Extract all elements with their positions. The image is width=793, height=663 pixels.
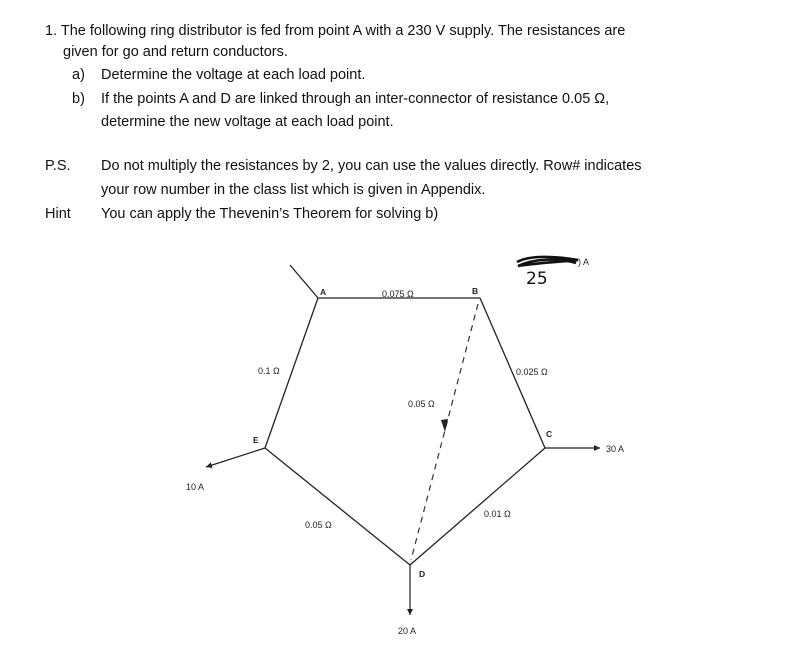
node-label-b: B	[472, 286, 479, 296]
node-label-a: A	[320, 287, 327, 297]
handwritten-value: 25	[526, 269, 548, 289]
part-b-line-1: If the points A and D are linked through an inter-connector of resistance 0.05 Ω,	[101, 91, 610, 107]
load-label-e: 10 A	[186, 482, 205, 492]
resistance-ea: 0.1 Ω	[258, 366, 280, 376]
question-line-2: given for go and return conductors.	[63, 44, 288, 60]
part-b-label: b)	[72, 91, 85, 107]
supply-feed-line	[290, 265, 318, 298]
node-label-e: E	[253, 435, 259, 445]
scribble-mark	[517, 257, 578, 266]
load-label-d: 20 A	[398, 626, 417, 636]
resistance-ab: 0.075 Ω	[382, 289, 414, 299]
conductor-cd	[410, 448, 545, 565]
hint-label: Hint	[45, 206, 71, 222]
node-label-c: C	[546, 429, 553, 439]
question-line-1: The following ring distributor is fed from point A with a 230 V supply. The resistances are	[60, 23, 626, 39]
part-a-label: a)	[72, 67, 85, 83]
part-b-line-2: determine the new voltage at each load point.	[101, 114, 394, 130]
conductor-de	[265, 448, 410, 565]
scribbled-suffix: ) A	[578, 257, 590, 267]
ps-line-1: Do not multiply the resistances by 2, you can use the values directly. Row# indicates	[101, 158, 642, 174]
question-number: 1.	[45, 23, 58, 39]
resistance-de: 0.05 Ω	[305, 520, 332, 530]
load-label-c: 30 A	[606, 444, 625, 454]
interconnector-arrow-icon	[441, 419, 448, 432]
interconnector-dashed	[411, 304, 478, 560]
part-a-text: Determine the voltage at each load point.	[101, 67, 366, 83]
resistance-bc: 0.025 Ω	[516, 367, 548, 377]
load-arrow-e	[206, 448, 265, 467]
ps-line-2: your row number in the class list which is given in Appendix.	[101, 182, 486, 198]
node-label-d: D	[419, 569, 426, 579]
hint-text: You can apply the Thevenin’s Theorem for solving b)	[101, 206, 439, 222]
resistance-cd: 0.01 Ω	[484, 509, 511, 519]
resistance-interconnector: 0.05 Ω	[408, 399, 435, 409]
ps-label: P.S.	[45, 158, 71, 174]
